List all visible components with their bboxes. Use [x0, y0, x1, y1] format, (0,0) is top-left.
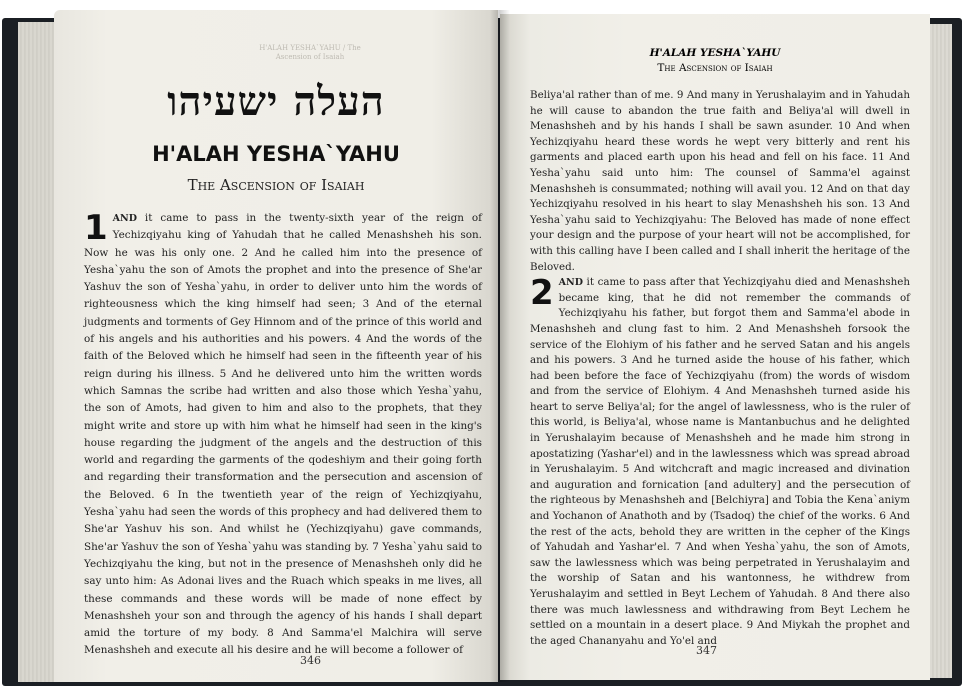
chapter-2-lead: AND — [558, 277, 583, 289]
chapter-1-number: 1 — [84, 208, 108, 248]
chapter-1-continuation: Beliya'al rather than of me. 9 And many in Yerushalayim and in Yahudah he will cause to abandon the true faith and Beliya'al will dwell in Menashsheh and by his hands I shall be sawn asunder. 10 And when Yechizqiyahu heard these words he wept very bitterly and rent his garments and placed earth upon his head and fell on his face. 11 And Yesha`yahu said unto him: The counsel of Samma'el against Menashsheh is consummated; nothing will avail you. 12 And on that day Yechizqiyahu resolved in his heart to slay Menashsheh his son. 13 And Yesha`yahu said to Yechizqiyahu: The Beloved has made of none effect your design and the purpose of your heart will not be accomplished, for with this calling have I been called and I shall inherit the heritage of the Beloved. — [530, 89, 910, 273]
running-header-subtitle: The Ascension of Isaiah — [657, 62, 773, 74]
page-stack-right — [930, 24, 952, 678]
running-header-title: H'ALAH YESHA`YAHU — [649, 47, 781, 59]
page-stack-left — [18, 22, 58, 682]
chapter-1-text: it came to pass in the twenty-sixth year of the reign of Yechizqiyahu king of Yahudah that he called Menashsheh his son. Now he was his only one. 2 And he called him into the presence of Yesha`yahu the son of Amots the prophet and into the presence of She'ar Yashuv the son of Yesha`yahu, in order to deliver unto him the words of righteousness which the king himself had seen; 3 And of the eternal judgments and torments of Gey Hinnom and of the prince of this world and of his angels and his authorities and his powers. 4 And the words of the faith of the Beloved which he himself had seen in the fifteenth year of his reign during his illness. 5 And he delivered unto him the written words which Samnas the scribe had written and also those which Yesha`yahu, the son of Amots, had given to him and also to the prophets, that they might write and store up with him what he himself had seen in the king's house regarding the judgment of the angels and the destruction of this world and regarding the garments of the qodeshiym and their going forth and regarding their transformation and the persecution and ascension of the Beloved. 6 In the twentieth year of the reign of Yechizqiyahu, Yesha`yahu had seen the words of this prophecy and had delivered them to She'ar Yashuv his son. And whilst he (Yechizqiyahu) gave commands, She'ar Yashuv the son of Yesha`yahu was standing by. 7 Yesha`yahu said to Yechizqiyahu the king, but not in the presence of Menashsheh only did he say unto him: As Adonai lives and the Ruach which speaks in me lives, all these commands and these words will be made of none effect by Menashsheh your son and through the agency of his hands I shall depart amid the torture of my body. 8 And Samma'el Malchira will serve Menashsheh and execute all his desire and he will become a follower of — [84, 212, 482, 657]
page-title: H'ALAH YESHA`YAHU — [152, 142, 400, 166]
page-number-left: 346 — [300, 654, 321, 667]
page-number-right: 347 — [696, 644, 717, 657]
chapter-2-number: 2 — [530, 273, 554, 314]
chapter-1-lead: AND — [112, 213, 137, 224]
bleed-through-text: H'ALAH YESHA`YAHU / The Ascension of Isaiah — [259, 44, 361, 61]
chapter-2-text: it came to pass after that Yechizqiyahu died and Menashsheh became king, that he did not remember the commands of Yechizqiyahu his father, but forgot them and Samma'el abode in Menashsheh and clung fast to him. 2 And Menashsheh forsook the service of the Elohiym of his father and he served Satan and his angels and his powers. 3 And he turned aside the house of his father, which had been before the face of Yechizqiyahu (from) the words of wisdom and from the service of Elohiym. 4 And Menashsheh turned aside his heart to serve Beliya'al; for the angel of lawlessness, who is the ruler of this world, is Beliya'al, whose name is Mantanbuchus and he delighted in Yerushalayim because of Menashsheh and he made him strong in apostatizing (Yashar'el) and in the lawlessness which was spread abroad in Yerushalayim. 5 And witchcraft and magic increased and divination and auguration and fornication [and adultery] and the persecution of the righteous by Menashsheh and [Belchiyra] and Tobia the Kena`aniym and Yochanon of Anathoth and by (Tsadoq) the chief of the works. 6 And the rest of the acts, behold they are written in the cepher of the Kings of Yahudah and Yashar'el. 7 And when Yesha`yahu, the son of Amots, saw the lawlessness which was being perpetrated in Yerushalayim and the worship of Satan and his wantonness, he withdrew from Yerushalayim and settled in Beyt Lechem of Yahudah. 8 And there also there was much lawlessness and withdrawing from Beyt Lechem he settled on a mountain in a desert place. 9 And Miykah the prophet and the aged Chananyahu and Yo'el and — [530, 276, 910, 647]
page-subtitle: The Ascension of Isaiah — [187, 176, 365, 194]
hebrew-title: העלה ישעיהו — [167, 78, 385, 125]
left-body-text — [84, 210, 482, 660]
right-body-text — [530, 88, 910, 649]
